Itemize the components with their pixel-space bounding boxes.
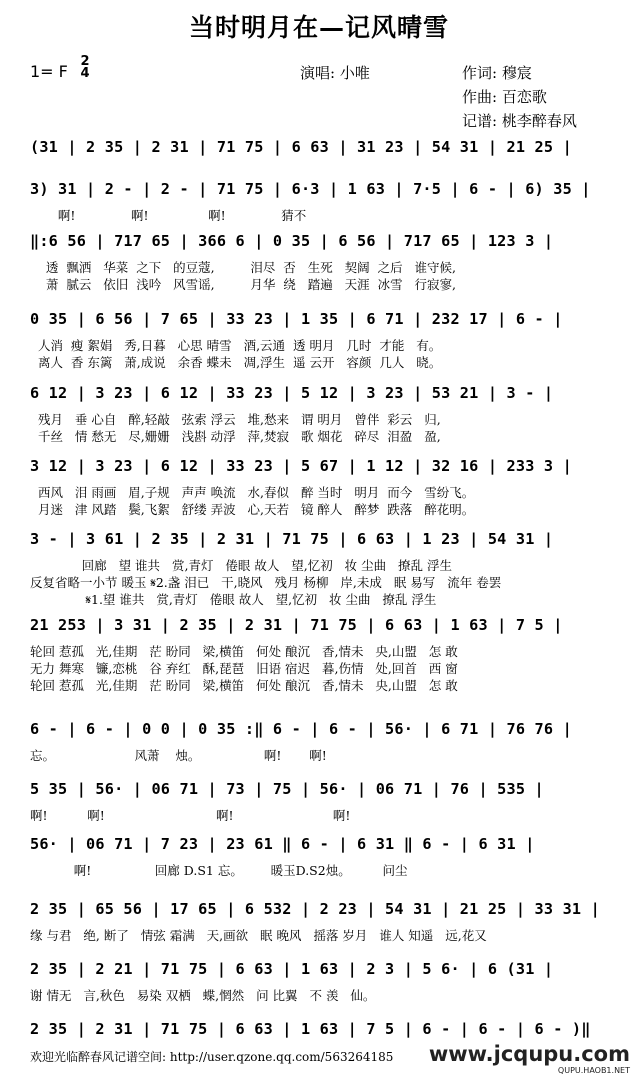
notation-line: 21 253 | 3 31 | 2 35 | 2 31 | 71 75 | 6 63 | 1 63 | 7 5 | xyxy=(30,616,563,634)
time-numerator: 2 xyxy=(80,54,90,69)
lyric-line: 人消 瘦 絮娟 秀,日暮 心思 晴雪 酒,云通 透 明月 几时 才能 有。 xyxy=(30,338,442,353)
notation-line: (31 | 2 35 | 2 31 | 71 75 | 6 63 | 31 23 | 54 31 | 21 25 | xyxy=(30,138,572,156)
notation-row xyxy=(30,160,610,198)
notation-line: 6 12 | 3 23 | 6 12 | 33 23 | 5 12 | 3 23 | 53 21 | 3 - | xyxy=(30,384,554,402)
notation-line: ‖:6 56 | 717 65 | 366 6 | 0 35 | 6 56 | 717 65 | 123 3 | xyxy=(30,232,554,250)
lyricist-credit: 作词: 穆宸 xyxy=(462,64,532,82)
notation-row xyxy=(30,880,610,918)
notation-row xyxy=(30,118,610,156)
notation-row xyxy=(30,940,610,978)
notation-row xyxy=(30,760,610,798)
notation-line: 5 35 | 56· | 06 71 | 73 | 75 | 56· | 06 71 | 76 | 535 | xyxy=(30,780,544,798)
watermark-subtext: QUPU.HAOB1.NET xyxy=(557,1066,630,1075)
notation-row xyxy=(30,700,610,738)
lyric-line: 缘 与君 绝, 断了 情弦 霜满 天,画欲 眠 晚风 摇落 岁月 谁人 知遥 远,花又 xyxy=(30,928,487,943)
notation-row xyxy=(30,364,610,402)
footer-text: 欢迎光临醉春风记谱空间: http://user.qzone.qq.com/563264185 xyxy=(30,1050,394,1064)
lyric-line: 反复省略一小节 暖玉 𝄋2.盏 泪已 干,晓风 残月 杨柳 岸,未成 眠 易写 流年 卷罢 xyxy=(30,575,502,590)
notation-line: 2 35 | 2 31 | 71 75 | 6 63 | 1 63 | 7 5 | 6 - | 6 - | 6 - )‖ xyxy=(30,1020,591,1038)
time-denominator: 4 xyxy=(80,66,90,81)
lyric-line: 透 飘洒 华菜 之下 的豆蔻, 泪尽 否 生死 契阔 之后 谁守候, xyxy=(30,260,456,275)
lyric-line: 轮回 惹孤 光,佳期 茫 盼同 梁,横笛 何处 酿沉 香,情未 央,山盟 怎 敢 xyxy=(30,678,458,693)
watermark-text: www.jcqupu.com xyxy=(428,1042,630,1066)
composer-credit: 作曲: 百恋歌 xyxy=(462,88,547,106)
lyric-line: 无力 舞寒 镰,恋桃 谷 弃红 酥,琵琶 旧语 宿迟 暮,伤情 处,回首 西 窗 xyxy=(30,661,458,676)
notation-row xyxy=(30,815,610,853)
time-signature xyxy=(78,56,92,80)
notation-line: 3) 31 | 2 - | 2 - | 71 75 | 6·3 | 1 63 | 7·5 | 6 - | 6) 35 | xyxy=(30,180,591,198)
notation-line: 56· | 06 71 | 7 23 | 23 61 ‖ 6 - | 6 31 ‖ 6 - | 6 31 | xyxy=(30,835,535,853)
key-signature: 1= F xyxy=(30,62,68,81)
lyric-line: 啊! 回廊 D.S1 忘。 暖玉D.S2烛。 问尘 xyxy=(30,863,408,878)
notation-row xyxy=(30,437,610,475)
lyric-line: 回廊 望 谁共 赏,青灯 倦眼 故人 望,忆初 妆 尘曲 撩乱 浮生 xyxy=(30,558,453,573)
watermark xyxy=(429,1042,630,1075)
notation-line: 2 35 | 65 56 | 17 65 | 6 532 | 2 23 | 54 31 | 21 25 | 33 31 | xyxy=(30,900,600,918)
transcriber-credit: 记谱: 桃李醉春风 xyxy=(462,112,577,130)
notation-row xyxy=(30,1000,610,1038)
lyric-line: 忘。 风萧 烛。 啊! 啊! xyxy=(30,748,327,763)
notation-row xyxy=(30,212,610,250)
lyric-line: 千丝 情 愁无 尽,姗姗 浅斟 动浮 萍,焚寂 歌 烟花 碎尽 泪盈 盈, xyxy=(30,429,441,444)
page-title: 当时明月在—记风晴雪 xyxy=(188,13,449,42)
notation-line: 3 12 | 3 23 | 6 12 | 33 23 | 5 67 | 1 12 | 32 16 | 233 3 | xyxy=(30,457,572,475)
notation-row xyxy=(30,510,610,548)
notation-line: 2 35 | 2 21 | 71 75 | 6 63 | 1 63 | 2 3 | 5 6· | 6 (31 | xyxy=(30,960,554,978)
lyric-line: 啊! 啊! 啊! 猜不 xyxy=(30,208,307,223)
notation-line: 3 - | 3 61 | 2 35 | 2 31 | 71 75 | 6 63 | 1 23 | 54 31 | xyxy=(30,530,554,548)
lyric-line: 残月 垂 心自 醉,轻敲 弦索 浮云 堆,愁来 谓 明月 曾伴 彩云 归, xyxy=(30,412,441,427)
lyric-line: 西风 泪 雨画 眉,子规 声声 唤流 水,春似 醉 当时 明月 而今 雪纷飞。 xyxy=(30,485,475,500)
singer-credit: 演唱: 小唯 xyxy=(300,64,370,82)
notation-row xyxy=(30,290,610,328)
notation-line: 6 - | 6 - | 0 0 | 0 35 :‖ 6 - | 6 - | 56· | 6 71 | 76 76 | xyxy=(30,720,572,738)
lyric-line: 萧 腻云 依旧 浅吟 风雪谣, 月华 绕 踏遍 天涯 冰雪 行寂寥, xyxy=(30,277,456,292)
lyric-line: 啊! 啊! 啊! 啊! xyxy=(30,808,351,823)
notation-row xyxy=(30,596,610,634)
lyric-line: 轮回 惹孤 光,佳期 茫 盼同 梁,横笛 何处 酿沉 香,情未 央,山盟 怎 敢 xyxy=(30,644,458,659)
lyric-line: 𝄋1.望 谁共 赏,青灯 倦眼 故人 望,忆初 妆 尘曲 撩乱 浮生 xyxy=(30,592,437,607)
lyric-line: 离人 香 东篱 萧,成说 余香 蝶未 凋,浮生 遥 云开 容颜 几人 晓。 xyxy=(30,355,442,370)
lyric-line: 谢 情无 言,秋色 易染 双栖 蝶,惘然 问 比翼 不 羡 仙。 xyxy=(30,988,376,1003)
lyric-line: 月迷 津 风踏 鬓,飞絮 舒缕 弄波 心,天若 镜 醉人 醉梦 跌落 醉花明。 xyxy=(30,502,475,517)
notation-line: 0 35 | 6 56 | 7 65 | 33 23 | 1 35 | 6 71 | 232 17 | 6 - | xyxy=(30,310,563,328)
